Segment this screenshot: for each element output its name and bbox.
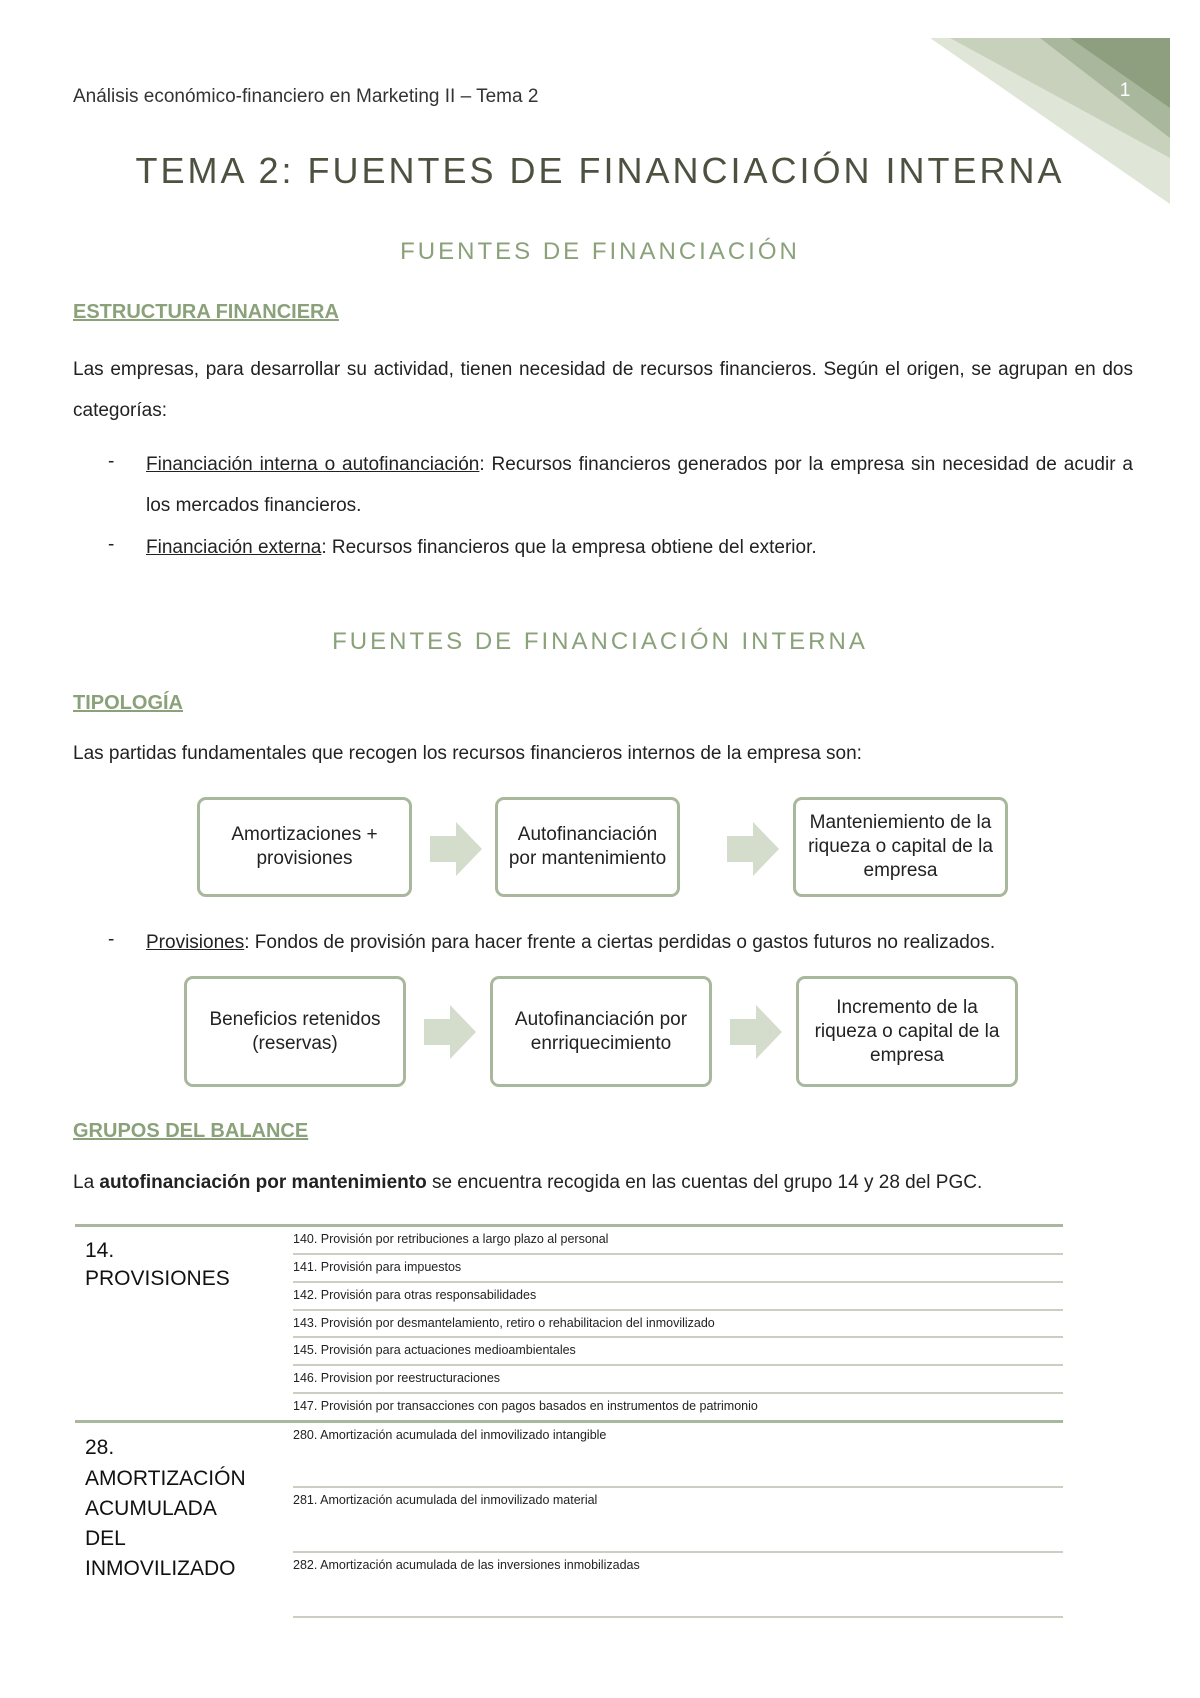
balance-bold-term: autofinanciación por mantenimiento — [99, 1172, 427, 1193]
flow1-step-2: Autofinanciación por mantenimiento — [495, 797, 680, 897]
section-title-interna: FUENTES DE FINANCIACIÓN INTERNA — [332, 628, 868, 655]
subheading-estructura: ESTRUCTURA FINANCIERA — [73, 301, 339, 323]
bullet-term: Financiación externa — [146, 537, 322, 558]
flow1-step-1: Amortizaciones + provisiones — [197, 797, 412, 897]
group-28-number: 28. — [85, 1436, 115, 1459]
account-281: 281. Amortización acumulada del inmovilizado material — [293, 1488, 1063, 1553]
account-140: 140. Provisión por retribuciones a largo plazo al personal — [293, 1227, 1063, 1255]
bullet-dash: - — [108, 451, 115, 472]
account-280: 280. Amortización acumulada del inmovilizado intangible — [293, 1423, 1063, 1488]
section-title-fuentes: FUENTES DE FINANCIACIÓN — [400, 238, 800, 265]
group-28-name-line: ACUMULADA — [85, 1497, 217, 1520]
account-282: 282. Amortización acumulada de las inversiones inmobilizadas — [293, 1553, 1063, 1618]
bullet-item-externa — [146, 527, 1133, 568]
page-title: TEMA 2: FUENTES DE FINANCIACIÓN INTERNA — [135, 150, 1065, 191]
flow2-step-2: Autofinanciación por enrriquecimiento — [490, 976, 712, 1087]
bullet-item-provisiones — [146, 922, 1133, 963]
bullet-definition: : Fondos de provisión para hacer frente a ciertas perdidas o gastos futuros no realizados. — [244, 932, 996, 953]
bullet-definition: : Recursos financieros que la empresa obtiene del exterior. — [321, 537, 817, 558]
bullet-definition: : Recursos financieros generados por la empresa sin necesidad de acudir a los mercados financieros. — [146, 454, 1133, 516]
subheading-tipologia: TIPOLOGÍA — [73, 692, 183, 714]
group-14-number: 14. — [85, 1239, 115, 1262]
intro-paragraph: Las empresas, para desarrollar su actividad, tienen necesidad de recursos financieros. Según el origen, se agrupan en dos categorías: — [73, 359, 1133, 421]
group-14-name: PROVISIONES — [85, 1267, 230, 1290]
account-145: 145. Provisión para actuaciones medioambientales — [293, 1338, 1063, 1366]
account-146: 146. Provision por reestructuraciones — [293, 1366, 1063, 1394]
account-143: 143. Provisión por desmantelamiento, retiro o rehabilitacion del inmovilizado — [293, 1311, 1063, 1338]
arrow-right-icon — [727, 822, 779, 876]
balance-text: se encuentra recogida en las cuentas del grupo 14 y 28 del PGC. — [426, 1172, 983, 1193]
bullet-dash: - — [108, 929, 115, 950]
arrow-right-icon — [424, 1005, 476, 1059]
group-28-name-line: INMOVILIZADO — [85, 1557, 236, 1580]
arrow-right-icon — [730, 1005, 782, 1059]
tipologia-paragraph: Las partidas fundamentales que recogen los recursos financieros internos de la empresa son: — [73, 743, 862, 764]
bullet-item-interna — [146, 444, 1133, 526]
page-header: Análisis económico-financiero en Marketing II – Tema 2 — [73, 86, 539, 107]
subheading-grupos: GRUPOS DEL BALANCE — [73, 1120, 309, 1142]
account-141: 141. Provisión para impuestos — [293, 1255, 1063, 1283]
account-147: 147. Provisión por transacciones con pagos basados en instrumentos de patrimonio — [293, 1399, 758, 1413]
account-142: 142. Provisión para otras responsabilidades — [293, 1283, 1063, 1311]
balance-text: La — [73, 1172, 100, 1193]
bullet-term: Provisiones — [146, 932, 245, 953]
arrow-right-icon — [430, 822, 482, 876]
page-number: 1 — [1119, 80, 1131, 101]
bullet-term: Financiación interna o autofinanciación — [146, 454, 480, 475]
flow1-step-3: Manteniemiento de la riqueza o capital de la empresa — [793, 797, 1008, 897]
flow2-step-1: Beneficios retenidos (reservas) — [184, 976, 406, 1087]
bullet-dash: - — [108, 534, 115, 555]
flow2-step-3: Incremento de la riqueza o capital de la empresa — [796, 976, 1018, 1087]
group-28-name-line: AMORTIZACIÓN — [85, 1467, 246, 1490]
group-28-name-line: DEL — [85, 1527, 126, 1550]
balance-paragraph — [73, 1170, 1133, 1196]
